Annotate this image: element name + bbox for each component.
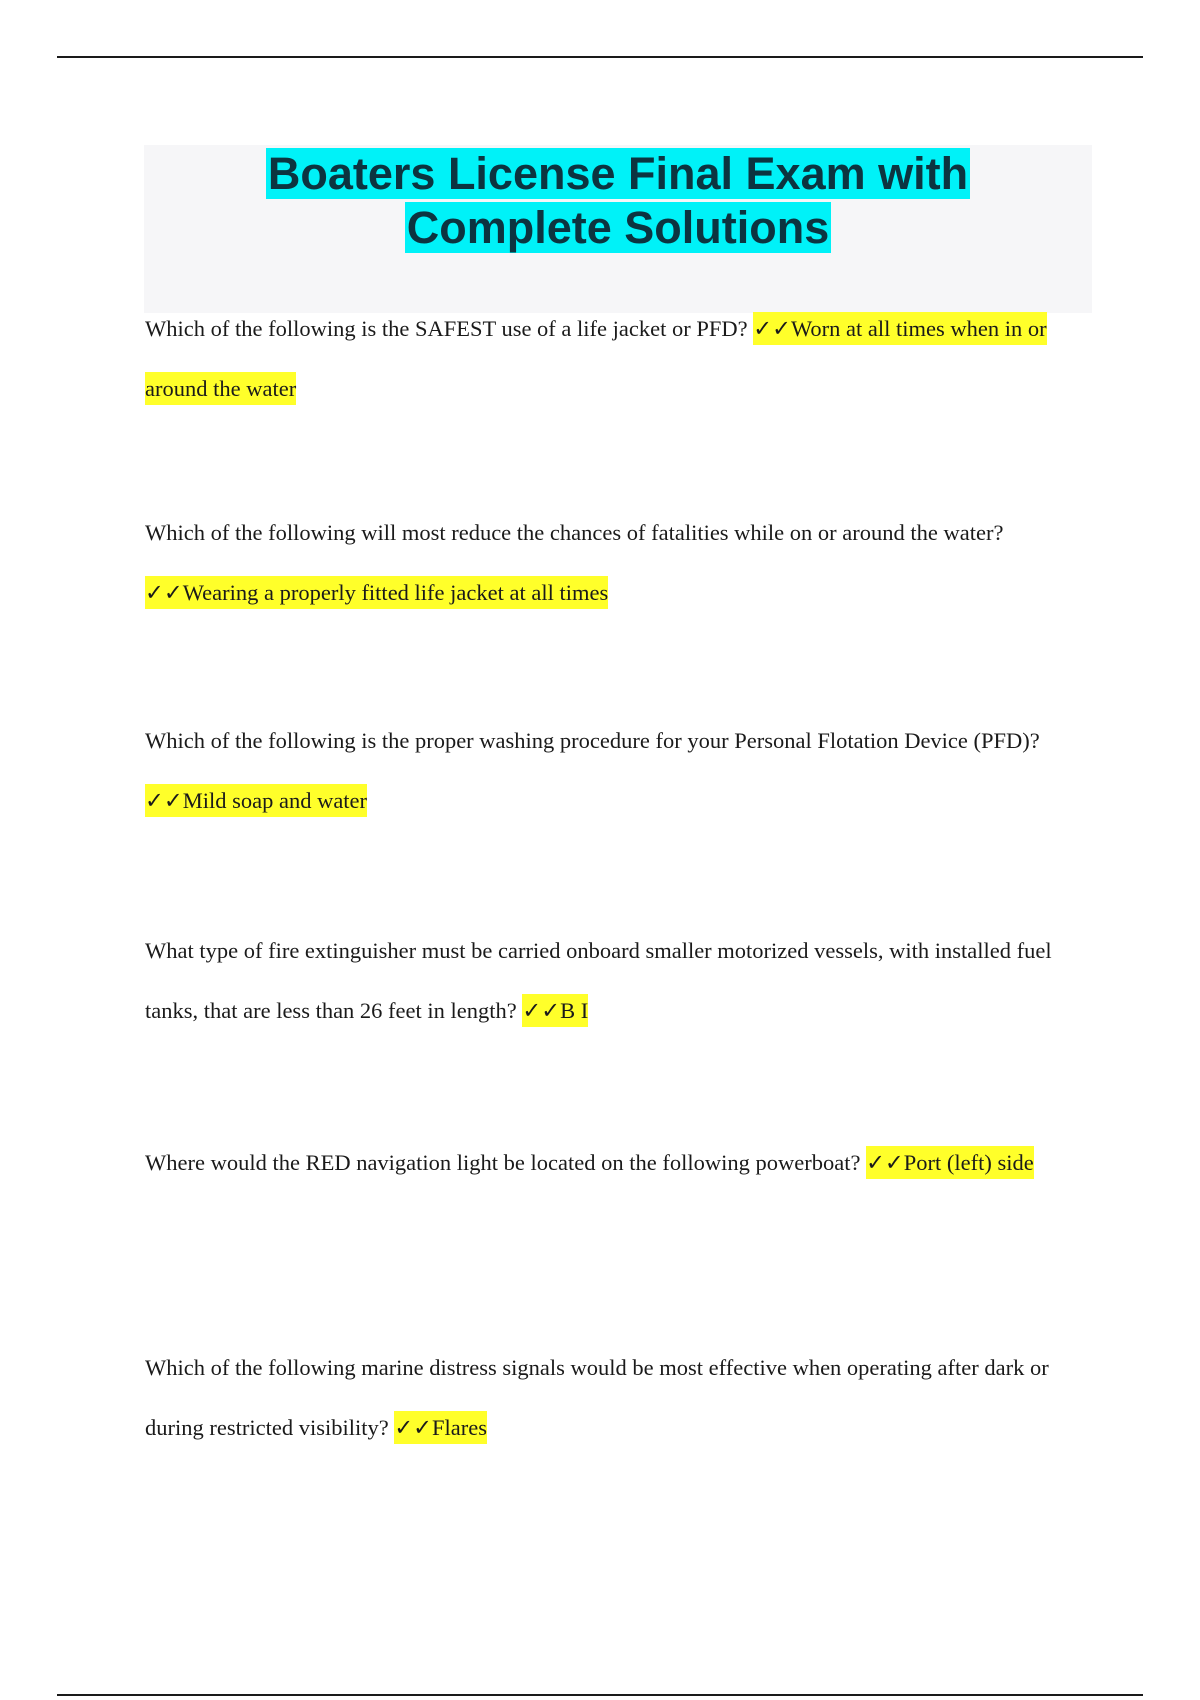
footer-rule xyxy=(57,1694,1143,1696)
answer-text: ✓✓Port (left) side xyxy=(866,1146,1034,1179)
question-item xyxy=(145,1133,1090,1193)
question-item xyxy=(145,1338,1090,1458)
title-line-1: Boaters License Final Exam with xyxy=(267,148,969,199)
document-title xyxy=(144,145,1092,255)
question-item xyxy=(145,503,1090,623)
answer-text: ✓✓Flares xyxy=(394,1411,487,1444)
question-text: What type of fire extinguisher must be carried onboard smaller motorized vessels, with installed fuel tanks, that are less than 26 feet in length? xyxy=(145,938,1052,1023)
question-item xyxy=(145,711,1090,831)
question-text: Which of the following is the proper washing procedure for your Personal Flotation Device (PFD)? xyxy=(145,728,1040,753)
question-text: Which of the following marine distress signals would be most effective when operating after dark or during restricted visibility? xyxy=(145,1355,1049,1440)
question-item xyxy=(145,299,1090,419)
answer-text: ✓✓B I xyxy=(522,994,588,1027)
title-line-2: Complete Solutions xyxy=(406,202,830,253)
answer-text: ✓✓Wearing a properly fitted life jacket at all times xyxy=(145,576,608,609)
header-rule xyxy=(57,56,1143,58)
question-item xyxy=(145,921,1090,1041)
question-text: Where would the RED navigation light be located on the following powerboat? xyxy=(145,1150,861,1175)
question-text: Which of the following will most reduce the chances of fatalities while on or around the water? xyxy=(145,520,1004,545)
question-text: Which of the following is the SAFEST use of a life jacket or PFD? xyxy=(145,316,748,341)
answer-text: ✓✓Mild soap and water xyxy=(145,784,367,817)
title-block xyxy=(144,145,1092,313)
answer-text: ✓✓Worn at all times when in or around the water xyxy=(145,312,1047,405)
